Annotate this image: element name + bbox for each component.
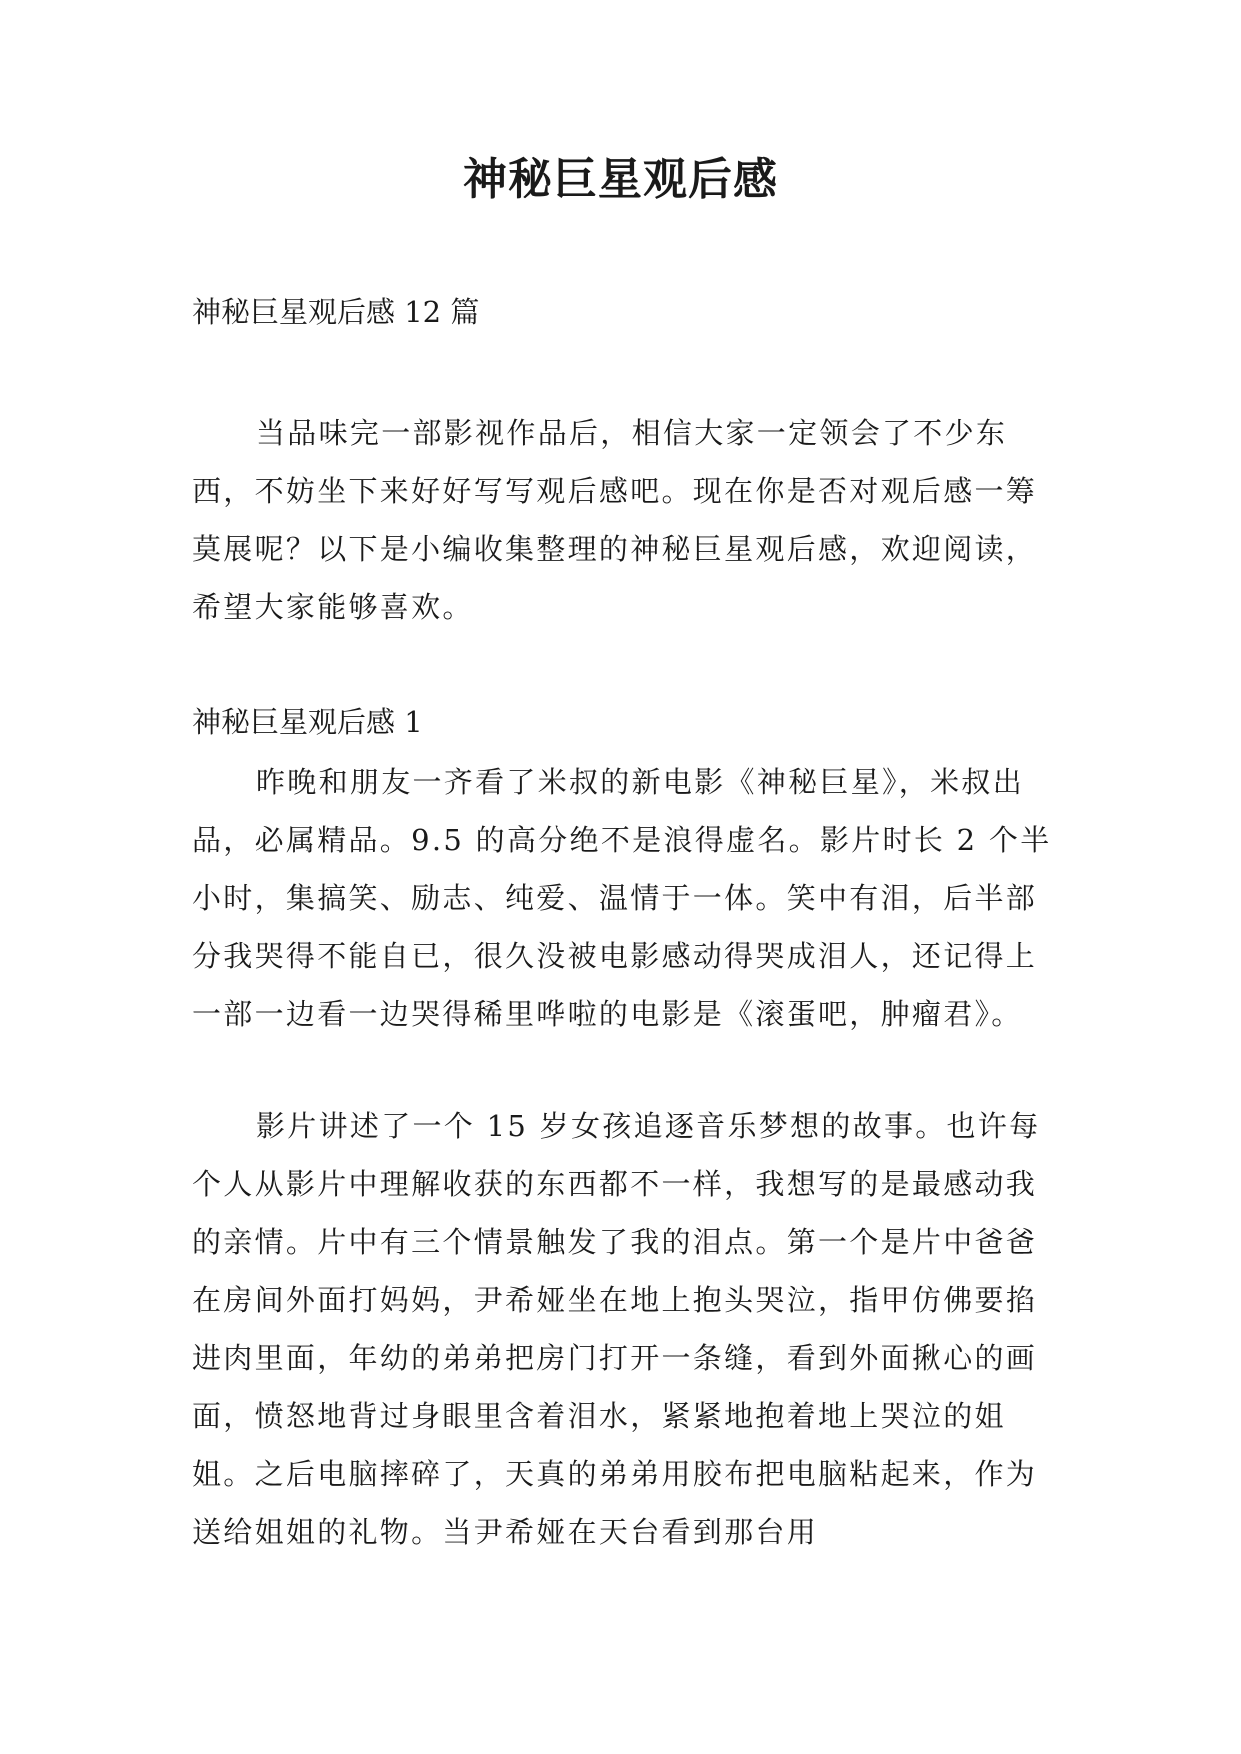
document-subtitle: 神秘巨星观后感 12 篇 xyxy=(192,295,480,329)
intro-paragraph: 当品味完一部影视作品后，相信大家一定领会了不少东西，不妨坐下来好好写写观后感吧。现在你是否对观后感一筹莫展呢？以下是小编收集整理的神秘巨星观后感，欢迎阅读，希望大家能够喜欢。 xyxy=(192,416,1038,624)
section-heading: 神秘巨星观后感 1 xyxy=(192,705,423,739)
document-title: 神秘巨星观后感 xyxy=(463,154,778,205)
body-paragraph-1: 昨晚和朋友一齐看了米叔的新电影《神秘巨星》，米叔出品，必属精品。9.5 的高分绝不是浪得虚名。影片时长 2 个半小时，集搞笑、励志、纯爱、温情于一体。笑中有泪，后半部分我哭得不能自已，很久没被电影感动得哭成泪人，还记得上一部一边看一边哭得稀里哗啦的电影是《滚蛋吧，肿瘤君》。 xyxy=(192,765,1052,1031)
body-paragraph-2: 影片讲述了一个 15 岁女孩追逐音乐梦想的故事。也许每个人从影片中理解收获的东西都不一样，我想写的是最感动我的亲情。片中有三个情景触发了我的泪点。第一个是片中爸爸在房间外面打妈妈，尹希娅坐在地上抱头哭泣，指甲仿佛要掐进肉里面，年幼的弟弟把房门打开一条缝，看到外面揪心的画面，愤怒地背过身眼里含着泪水，紧紧地抱着地上哭泣的姐姐。之后电脑摔碎了，天真的弟弟用胶布把电脑粘起来，作为送给姐姐的礼物。当尹希娅在天台看到那台用 xyxy=(192,1109,1041,1549)
